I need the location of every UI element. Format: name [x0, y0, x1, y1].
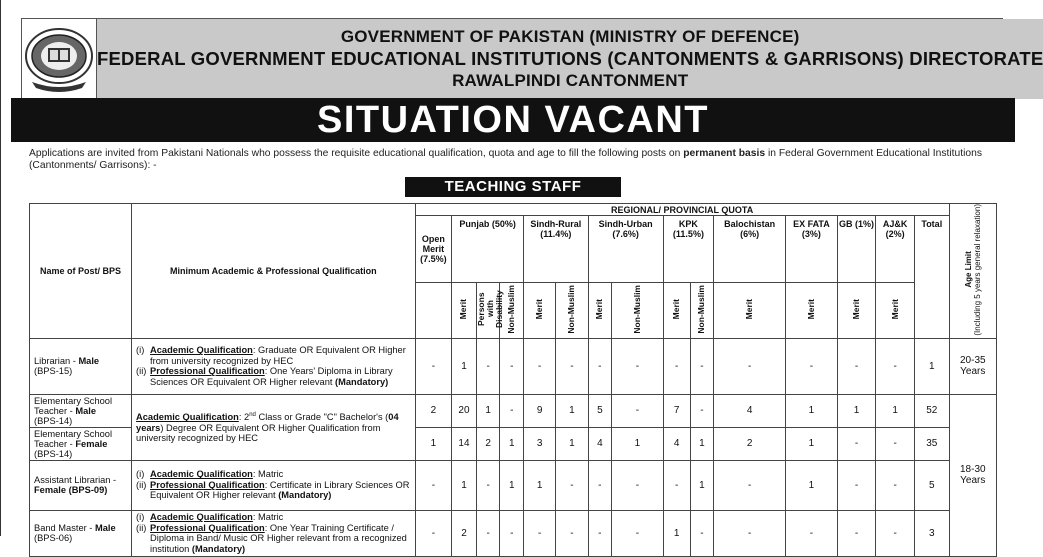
col-header-age	[949, 204, 996, 339]
sub-punjab-disability: Persons with Disability	[476, 282, 500, 338]
cell: -	[500, 510, 524, 556]
cell: 1	[837, 394, 876, 427]
sub-sindh-urban-non-muslim: Non-Muslim	[612, 282, 664, 338]
cell: 4	[714, 394, 786, 427]
cell: 1	[500, 427, 524, 460]
cell: -	[556, 460, 588, 510]
cell: 2	[476, 427, 500, 460]
col-header-open-merit: Open Merit (7.5%)	[415, 216, 452, 283]
cell: 20	[452, 394, 477, 427]
cell: 1	[500, 460, 524, 510]
col-header-balochistan: Balochistan (6%)	[714, 216, 786, 283]
sub-fata-merit: Merit	[786, 282, 838, 338]
col-header-kpk: KPK (11.5%)	[663, 216, 713, 283]
qualification: Academic Qualification: 2nd Class or Grade "C" Bachelor's (04 years) Degree OR Equivalent OR Higher Qualification from university recognized by HEC	[132, 394, 416, 460]
cell: 1	[876, 394, 915, 427]
cell: -	[837, 510, 876, 556]
cell: -	[556, 338, 588, 394]
intro-bold: permanent basis	[683, 148, 766, 159]
title-box	[97, 19, 1043, 99]
cell: -	[690, 394, 714, 427]
cell: 9	[524, 394, 556, 427]
cell: -	[837, 338, 876, 394]
col-header-punjab: Punjab (50%)	[452, 216, 524, 283]
age-cell: 18-30 Years	[949, 394, 996, 556]
col-header-quota: REGIONAL/ PROVINCIAL QUOTA	[415, 204, 949, 216]
post-name: Assistant Librarian - Female (BPS-09)	[30, 460, 132, 510]
cell: -	[663, 338, 690, 394]
cell: -	[556, 510, 588, 556]
cell: -	[876, 460, 915, 510]
situation-vacant-banner: SITUATION VACANT	[11, 98, 1015, 142]
vacancy-table	[29, 203, 997, 557]
cell: -	[588, 510, 612, 556]
sub-punjab-merit: Merit	[452, 282, 477, 338]
col-header-ex-fata: EX FATA (3%)	[786, 216, 838, 283]
cell: -	[415, 510, 452, 556]
qualification: (i) Academic Qualification: Graduate OR Equivalent OR Higher from university recognized by HEC (ii) Professional Qualification: One Years' Diploma in Library Sciences OR Equivalent OR Higher relevant (Mandatory)	[132, 338, 416, 394]
cell: -	[876, 338, 915, 394]
sub-kpk-non-muslim: Non-Muslim	[690, 282, 714, 338]
age-cell: 20-35 Years	[949, 338, 996, 394]
cell: -	[612, 338, 664, 394]
cell: -	[612, 394, 664, 427]
col-header-post: Name of Post/ BPS	[30, 204, 132, 339]
cell: -	[876, 427, 915, 460]
qualification: (i) Academic Qualification: Matric (ii) Professional Qualification: One Year Training Certificate / Diploma in Band/ Music OR Higher relevant from a recognized institution (Mandatory)	[132, 510, 416, 556]
intro-text-2: in Federal Government Educational Institutions (Cantonments/ Garrisons): -	[29, 148, 983, 171]
cell: 1	[786, 427, 838, 460]
emblem-seal-icon	[22, 26, 96, 92]
cell: 1	[690, 460, 714, 510]
cell: -	[612, 460, 664, 510]
intro-text-1: Applications are invited from Pakistani Nationals who possess the requisite educational qualification, quota and age to fill the following posts on	[29, 148, 684, 159]
table-row	[30, 394, 997, 427]
cell: -	[837, 427, 876, 460]
sub-sindh-rural-non-muslim: Non-Muslim	[556, 282, 588, 338]
sub-gb-merit: Merit	[837, 282, 876, 338]
cell: 1	[663, 510, 690, 556]
cell: 1	[452, 460, 477, 510]
cell: -	[524, 338, 556, 394]
total-cell: 3	[915, 510, 950, 556]
cell: 1	[415, 427, 452, 460]
cell: -	[714, 510, 786, 556]
cell: -	[476, 460, 500, 510]
logo-box	[22, 19, 97, 99]
cell: 1	[556, 394, 588, 427]
cell: 3	[524, 427, 556, 460]
sub-open-merit	[415, 282, 452, 338]
cell: 2	[452, 510, 477, 556]
qualification: (i) Academic Qualification: Matric (ii) Professional Qualification: Certificate in Library Sciences OR Equivalent OR Higher relevant (Mandatory)	[132, 460, 416, 510]
cell: -	[415, 460, 452, 510]
cell: -	[714, 460, 786, 510]
cell: 1	[786, 460, 838, 510]
cell: -	[612, 510, 664, 556]
cell: 4	[663, 427, 690, 460]
cell: -	[714, 338, 786, 394]
table-row	[30, 460, 997, 510]
cell: 1	[476, 394, 500, 427]
table-row	[30, 510, 997, 556]
cell: -	[588, 338, 612, 394]
cell: -	[588, 460, 612, 510]
cell: 1	[786, 394, 838, 427]
sub-ajk-merit: Merit	[876, 282, 915, 338]
header	[21, 18, 1043, 100]
cell: 5	[588, 394, 612, 427]
sub-sindh-rural-merit: Merit	[524, 282, 556, 338]
col-header-ajk: AJ&K (2%)	[876, 216, 915, 283]
cell: -	[786, 510, 838, 556]
cell: -	[663, 460, 690, 510]
sub-punjab-non-muslim: Non-Muslim	[500, 282, 524, 338]
cell: -	[415, 338, 452, 394]
cell: 1	[612, 427, 664, 460]
col-header-sindh-urban: Sindh-Urban (7.6%)	[588, 216, 663, 283]
cell: 7	[663, 394, 690, 427]
cell: -	[476, 510, 500, 556]
post-name: Librarian - Male (BPS-15)	[30, 338, 132, 394]
post-name: Elementary School Teacher - Female (BPS-14)	[30, 427, 132, 460]
cell: -	[524, 510, 556, 556]
cell: 1	[452, 338, 477, 394]
cell: 1	[524, 460, 556, 510]
sub-sindh-urban-merit: Merit	[588, 282, 612, 338]
cell: -	[690, 510, 714, 556]
post-name: Elementary School Teacher - Male (BPS-14)	[30, 394, 132, 427]
sub-kpk-merit: Merit	[663, 282, 690, 338]
cell: -	[690, 338, 714, 394]
total-cell: 5	[915, 460, 950, 510]
cell: -	[500, 338, 524, 394]
intro-paragraph	[29, 148, 1001, 172]
cell: 2	[714, 427, 786, 460]
cell: -	[500, 394, 524, 427]
sub-balochistan-merit: Merit	[714, 282, 786, 338]
age-label: Age Limit	[963, 251, 973, 289]
cell: 4	[588, 427, 612, 460]
section-label-teaching-staff: TEACHING STAFF	[405, 177, 621, 197]
post-name: Band Master - Male (BPS-06)	[30, 510, 132, 556]
cell: -	[837, 460, 876, 510]
age-note: (Including 5 years general relaxation)	[972, 204, 982, 336]
header-line-3: RAWALPINDI CANTONMENT	[452, 71, 689, 90]
table-row	[30, 338, 997, 394]
header-line-1: GOVERNMENT OF PAKISTAN (MINISTRY OF DEFENCE)	[340, 27, 800, 46]
cell: 1	[690, 427, 714, 460]
col-header-total: Total	[915, 216, 950, 339]
total-cell: 35	[915, 427, 950, 460]
cell: 2	[415, 394, 452, 427]
cell: -	[786, 338, 838, 394]
cell: -	[476, 338, 500, 394]
header-line-2: FEDERAL GOVERNMENT EDUCATIONAL INSTITUTIONS (CANTONMENTS & GARRISONS) DIRECTORATE	[97, 48, 1043, 69]
total-cell: 1	[915, 338, 950, 394]
cell: -	[876, 510, 915, 556]
col-header-sindh-rural: Sindh-Rural (11.4%)	[524, 216, 588, 283]
total-cell: 52	[915, 394, 950, 427]
cell: 1	[556, 427, 588, 460]
cell: 14	[452, 427, 477, 460]
col-header-qualification: Minimum Academic & Professional Qualification	[132, 204, 416, 339]
col-header-gb: GB (1%)	[837, 216, 876, 283]
